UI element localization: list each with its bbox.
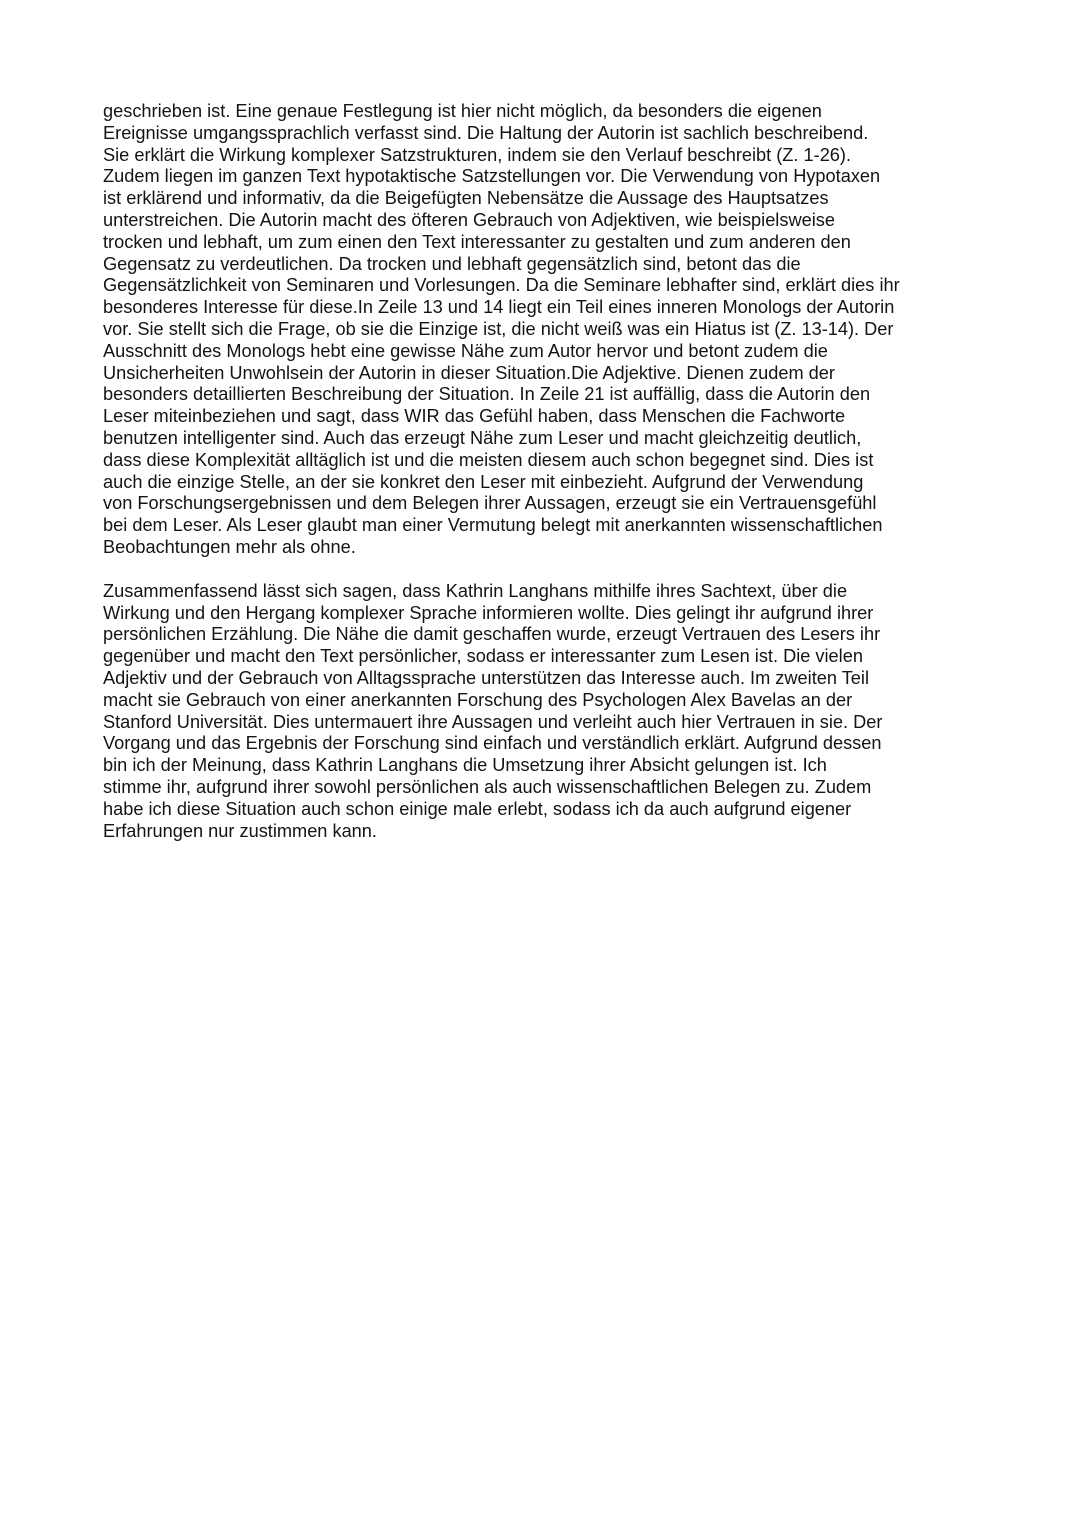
- document-page: [103, 101, 993, 842]
- body-paragraph-conclusion: Zusammenfassend lässt sich sagen, dass Kathrin Langhans mithilfe ihres Sachtext, über die Wirkung und den Hergang komplexer Sprache informieren wollte. Dies gelingt ihr aufgrund ihrer persönlichen Erzählung. Die Nähe die damit geschaffen wurde, erzeugt Vertrauen des Lesers ihr gegenüber und macht den Text persönlicher, sodass er interessanter zum Lesen ist. Die vielen Adjektiv und der Gebrauch von Alltagssprache unterstützen das Interesse auch. Im zweiten Teil macht sie Gebrauch von einer anerkannten Forschung des Psychologen Alex Bavelas an der Stanford Universität. Dies untermauert ihre Aussagen und verleiht auch hier Vertrauen in sie. Der Vorgang und das Ergebnis der Forschung sind einfach und verständlich erklärt. Aufgrund dessen bin ich der Meinung, dass Kathrin Langhans die Umsetzung ihrer Absicht gelungen ist. Ich stimme ihr, aufgrund ihrer sowohl persönlichen als auch wissenschaftlichen Belegen zu. Zudem habe ich diese Situation auch schon einige male erlebt, sodass ich da auch aufgrund eigener Erfahrungen nur zustimmen kann.: [103, 580, 883, 841]
- body-paragraph-analysis: geschrieben ist. Eine genaue Festlegung ist hier nicht möglich, da besonders die eigenen Ereignisse umgangssprachlich verfasst sind. Die Haltung der Autorin ist sachlich beschreibend. Sie erklärt die Wirkung komplexer Satzstrukturen, indem sie den Verlauf beschreibt (Z. 1-26). Zudem liegen im ganzen Text hypotaktische Satzstellungen vor. Die Verwendung von Hypotaxen ist erklärend und informativ, da die Beigefügten Nebensätze die Aussage des Hauptsatzes unterstreichen. Die Autorin macht des öfteren Gebrauch von Adjektiven, wie beispielsweise trocken und lebhaft, um zum einen den Text interessanter zu gestalten und zum anderen den Gegensatz zu verdeutlichen. Da trocken und lebhaft gegensätzlich sind, betont das die Gegensätzlichkeit von Seminaren und Vorlesungen. Da die Seminare lebhafter sind, erklärt dies ihr besonderes Interesse für diese.In Zeile 13 und 14 liegt ein Teil eines inneren Monologs der Autorin vor. Sie stellt sich die Frage, ob sie die Einzige ist, die nicht weiß was ein Hiatus ist (Z. 13-14). Der Ausschnitt des Monologs hebt eine gewisse Nähe zum Autor hervor und betont zudem die Unsicherheiten Unwohlsein der Autorin in dieser Situation.Die Adjektive. Dienen zudem der besonders detaillierten Beschreibung der Situation. In Zeile 21 ist auffällig, dass die Autorin den Leser miteinbeziehen und sagt, dass WIR das Gefühl haben, dass Menschen die Fachworte benutzen intelligenter sind. Auch das erzeugt Nähe zum Leser und macht gleichzeitig deutlich, dass diese Komplexität alltäglich ist und die meisten diesem auch schon begegnet sind. Dies ist auch die einzige Stelle, an der sie konkret den Leser mit einbezieht. Aufgrund der Verwendung von Forschungsergebnissen und dem Belegen ihrer Aussagen, erzeugt sie ein Vertrauensgefühl bei dem Leser. Als Leser glaubt man einer Vermutung belegt mit anerkannten wissenschaftlichen Beobachtungen mehr als ohne.: [103, 101, 900, 557]
